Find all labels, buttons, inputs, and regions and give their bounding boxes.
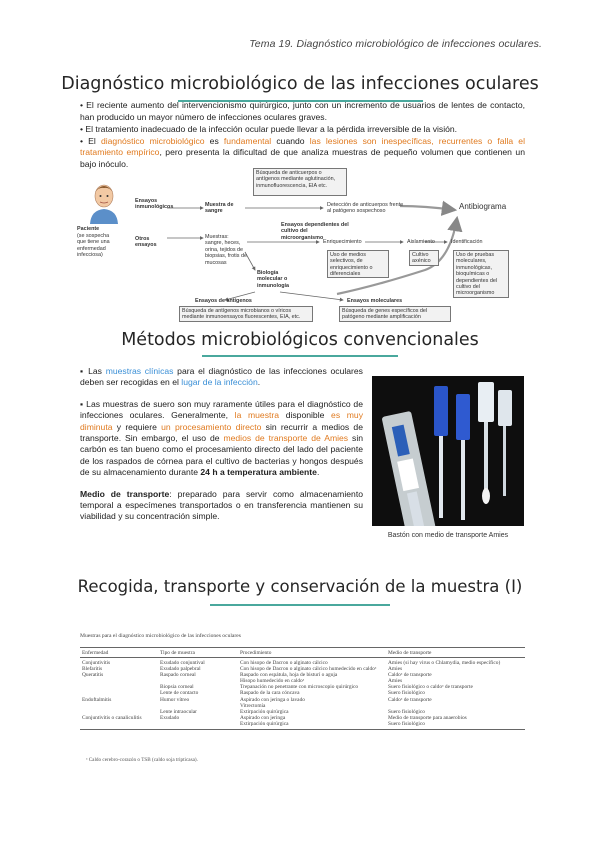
section3-title: Recogida, transporte y conservación de la muestra (I) (77, 577, 523, 596)
table-cell: Blefaritis (82, 666, 103, 673)
box-anticuerpos: Búsqueda de anticuerpos o antígenos mediante aglutinación, inmunofluorescencia, EIA etc. (253, 168, 347, 196)
col-tipo-muestra: Tipo de muestra (160, 649, 195, 656)
patient-sub: (se sospecha que tiene una enfermedad infecciosa) (77, 233, 110, 259)
enriquecimiento-label: Enriquecimiento (323, 239, 362, 245)
table-cell: Amies (388, 666, 403, 673)
aislamiento-label: Aislamiento (407, 239, 435, 245)
table-header-row (80, 647, 525, 658)
section2-underline (202, 355, 398, 357)
table-cell: Medio de transporte para anaerobios (388, 714, 467, 721)
table-cell: Amies (388, 678, 403, 685)
amies-swab-photo (372, 376, 524, 526)
box-genes: Búsqueda de genes específicos del patógeno mediante amplificación (339, 306, 451, 322)
table-body (80, 660, 525, 727)
antibiograma-label: Antibiograma (459, 202, 507, 211)
table-cell: Suero fisiológico o caldoᵃ de transporte (388, 684, 473, 691)
table-cell: Aspirado con jeringa o lavado (240, 696, 305, 703)
box-cultivo: Cultivo axénico (409, 250, 439, 266)
table-cell: Caldoᵃ de transporte (388, 672, 432, 679)
photo-caption: Bastón con medio de transporte Amies (387, 532, 509, 539)
table-cell: Biopsia corneal (160, 684, 194, 691)
table-cell: Caldoᵃ de transporte (388, 696, 432, 703)
table-cell: Lente de contacto (160, 690, 199, 697)
ensayos-moleculares: Ensayos moleculares (347, 298, 403, 304)
ensayos-inmunologicos: Ensayos inmunológicos (135, 198, 174, 211)
col-procedimiento: Procedimiento (240, 649, 272, 656)
running-header: Tema 19. Diagnóstico microbiológico de infecciones oculares. (249, 38, 542, 50)
col-enfermedad: Enfermedad (82, 649, 109, 656)
table-row (80, 721, 525, 727)
muestra-sangre: Muestra de sangre (205, 202, 234, 215)
table-cell: Exudado conjuntival (160, 660, 205, 666)
table-footnote: ᵃ Caldo cerebro-corazón o TSB (caldo soja tripticasa). (86, 757, 198, 763)
muestras-text: Muestras: sangre, heces, orina, tejidos de biopsias, frotis de mucosas (205, 234, 247, 266)
table-cell: Raspado corneal (160, 672, 196, 679)
box-antigenos: Búsqueda de antígenos microbianos o víricos mediante inmunoensayos fluorescentes, EIA, etc. (179, 306, 313, 322)
table-cell: Extirpación quirúrgica (240, 708, 289, 715)
table-cell: Con hisopo de Dacron o alginato cálcico (240, 660, 328, 666)
table-cell: Con hisopo de Dacron o alginato cálcico humedecido en caldoᵃ (240, 666, 377, 673)
table-cell: Exudado palpebral (160, 666, 201, 673)
patient-label: Paciente (77, 226, 100, 232)
box-medios: Uso de medios selectivos, de enriquecimiento o diferenciales (327, 250, 389, 278)
box-pruebas: Uso de pruebas moleculares, inmunológicas, bioquímicas o dependientes del cultivo del microorganismo (453, 250, 509, 298)
section2-paragraph-2: ▪ Las muestras de suero son muy raramente útiles para el diagnóstico de infecciones oculares. Generalmente, la muestra disponible es muy diminuta y requiere un procesamiento directo sin recurrir a medios de transporte. Sin embargo, el uso de medios de transporte de Amies sin carbón es tan bueno como el procesamiento directo del lado del paciente de los raspados de córnea para el cultivo de bacterias y hongos después de su almacenamiento durante 24 h a temperatura ambiente. (80, 398, 364, 478)
section1-bullets (80, 100, 525, 171)
table-cell: Raspado de la cara cóncava (240, 690, 300, 697)
table-cell: Suero fisiológico (388, 690, 425, 697)
section3-underline (210, 604, 390, 606)
col-medio-transporte: Medio de transporte (388, 649, 432, 656)
table-cell: Vitrectomía (240, 702, 266, 709)
table-cell: Lente intraocular (160, 708, 197, 715)
samples-table (80, 641, 525, 730)
table-cell: Humor vítreo (160, 696, 190, 703)
table-cell: Suero fisiológico (388, 708, 425, 715)
section2-paragraph-1: ▪ Las muestras clínicas para el diagnóstico de las infecciones oculares deben ser recogidas en el lugar de la infección. (80, 366, 363, 388)
table-cell: Extirpación quirúrgica (240, 720, 289, 727)
section2-paragraph-3: Medio de transporte: preparado para servir como almacenamiento temporal a especímenes transportados o en transferencia mantienen su viabilidad y su concentración simple. (80, 488, 363, 522)
table-cell: Hisopo humedecido en caldoᵃ (240, 678, 305, 685)
table-cell: Endoftalmitis (82, 696, 112, 703)
deteccion-text: Detección de anticuerpos frente al patógeno sospechoso (327, 202, 404, 215)
biologia-label: Biología molecular o inmunología (257, 270, 290, 289)
table-cell: Suero fisiológico (388, 720, 425, 727)
table-bottom-rule (80, 727, 525, 730)
section2-text (80, 366, 363, 533)
section2-title: Métodos microbiológicos convencionales (121, 330, 479, 350)
section1-title: Diagnóstico microbiológico de las infecciones oculares (61, 74, 539, 94)
table-cell: Aspirado con jeringa (240, 714, 286, 721)
table-cell: Trepanación no penetrante con microscopio quirúrgico (240, 684, 359, 691)
table-caption: Muestras para el diagnóstico microbiológico de las infecciones oculares (80, 633, 241, 639)
bullet-3: • El diagnóstico microbiológico es fundamental cuando las lesiones son inespecíficas, recurrentes o falla el tratamiento empírico, pero presenta la dificultad de que analiza muestras de pequeño volumen que contienen un bajo inóculo. (80, 135, 525, 169)
diagnosis-flow-diagram (75, 166, 535, 326)
identificacion-label: Identificación (451, 239, 483, 245)
table-cell: Conjuntivitis (82, 660, 111, 666)
otros-ensayos: Otros ensayos (135, 236, 157, 249)
table-cell: Queratitis (82, 672, 104, 679)
table-cell: Raspado con espátula, hoja de bisturí o aguja (240, 672, 338, 679)
bullet-1: • El reciente aumento del intervencionismo quirúrgico, junto con un incremento de usuarios de lentes de contacto, han producido un mayor número de infecciones oculares graves. (80, 100, 525, 122)
table-cell: Exudado (160, 714, 180, 721)
ensayos-cultivo: Ensayos dependientes del cultivo del microorganismo (281, 222, 349, 241)
ensayos-antigenos: Ensayos de antígenos (195, 298, 252, 304)
patient-icon (87, 182, 121, 224)
table-cell: Amies (si hay virus o Chlamydia, medio específico) (388, 660, 501, 666)
bullet-2: • El tratamiento inadecuado de la infección ocular puede llevar a la pérdida irreversible de la visión. (80, 123, 458, 134)
table-cell: Conjuntivitis o canaliculitis (82, 714, 142, 721)
